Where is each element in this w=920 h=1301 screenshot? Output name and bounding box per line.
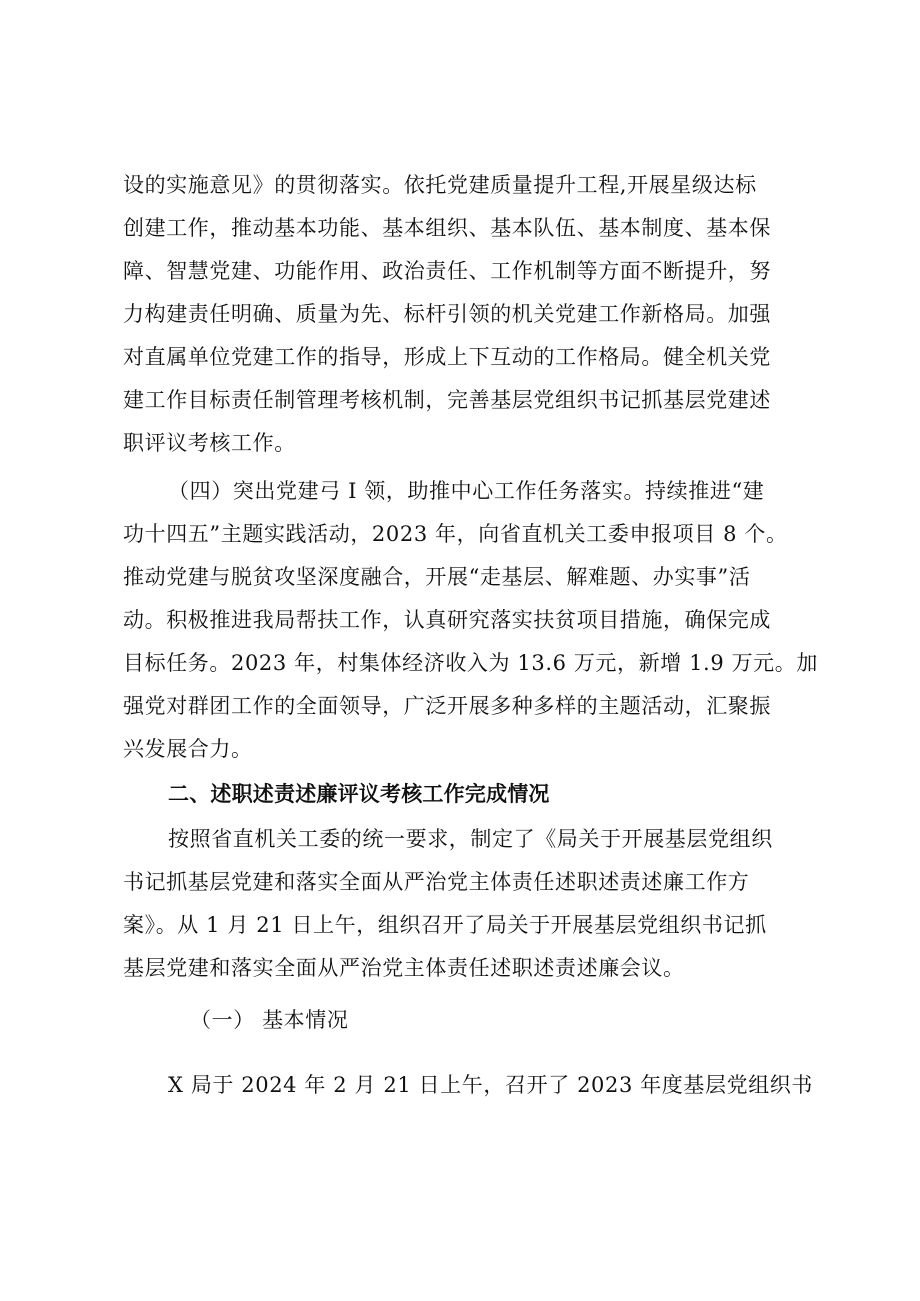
paragraph-2-line-7: 兴发展合力。: [123, 737, 253, 761]
paragraph-2-line-5: 目标任务。2023 年，村集体经济收入为 13.6 万元，新增 1.9 万元。加: [123, 651, 818, 675]
paragraph-2-line-6: 强党对群团工作的全面领导，广泛开展多种多样的主题活动，汇聚振: [123, 694, 771, 718]
paragraph-2-line-4: 动。积极推进我局帮扶工作，认真研究落实扶贫项目措施，确保完成: [123, 608, 771, 632]
paragraph-3-line-1: 按照省直机关工委的统一要求，制定了《局关于开展基层党组织: [168, 827, 773, 851]
paragraph-1-line-3: 障、智慧党建、功能作用、政治责任、工作机制等方面不断提升，努: [123, 259, 771, 283]
paragraph-2-line-1: （四）突出党建弓 I 领，助推中心工作任务落实。持续推进“建: [168, 479, 765, 503]
paragraph-2-line-3: 推动党建与脱贫攻坚深度融合，开展“走基层、解难题、办实事”活: [123, 565, 751, 589]
paragraph-4-line-1: X 局于 2024 年 2 月 21 日上午，召开了 2023 年度基层党组织书: [168, 1073, 813, 1097]
paragraph-3-line-2: 书记抓基层党建和落实全面从严治党主体责任述职述责述廉工作方: [123, 870, 750, 894]
paragraph-1-line-4: 力构建责任明确、质量为先、标杆引领的机关党建工作新格局。加强: [123, 302, 771, 326]
paragraph-1-line-1: 设的实施意见》的贯彻落实。依托党建质量提升工程,开展星级达标: [123, 173, 757, 197]
section-heading: 二、述职述责述廉评议考核工作完成情况: [168, 782, 550, 806]
paragraph-1-line-6: 建工作目标责任制管理考核机制，完善基层党组织书记抓基层党建述: [123, 388, 771, 412]
paragraph-3-line-4: 基层党建和落实全面从严治党主体责任述职述责述廉会议。: [123, 956, 685, 980]
paragraph-3-line-3: 案》。从 1 月 21 日上午，组织召开了局关于开展基层党组织书记抓: [123, 913, 767, 937]
paragraph-1-line-7: 职评议考核工作。: [123, 431, 296, 455]
paragraph-1-line-2: 创建工作，推动基本功能、基本组织、基本队伍、基本制度、基本保: [123, 216, 771, 240]
subsection-heading: （一） 基本情况: [190, 1008, 349, 1032]
paragraph-1-line-5: 对直属单位党建工作的指导，形成上下互动的工作格局。健全机关党: [123, 345, 771, 369]
paragraph-2-line-2: 功十四五”主题实践活动，2023 年，向省直机关工委申报项目 8 个。: [123, 522, 788, 546]
